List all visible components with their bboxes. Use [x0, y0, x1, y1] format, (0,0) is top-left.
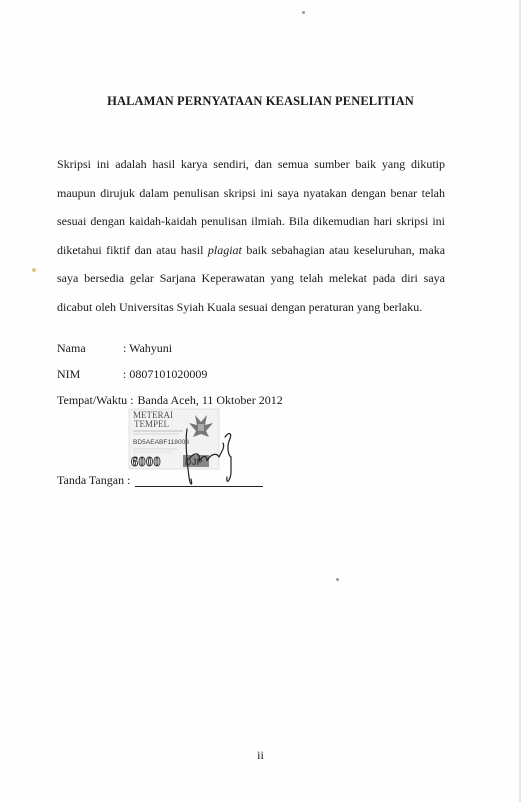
stamp-line2: TEMPEL — [134, 419, 169, 429]
paragraph-text: baik sebahagian atau keseluruhan, maka — [246, 242, 446, 257]
page-number: ii — [257, 748, 264, 762]
nama-value: : Wahyuni — [123, 341, 173, 355]
scan-speck — [336, 578, 339, 581]
paragraph-line: maupun dirujuk dalam penulisan skripsi ini saya nyatakan dengan benar telah — [57, 185, 445, 200]
revenue-stamp — [127, 407, 237, 489]
page-title: HALAMAN PERNYATAAN KEASLIAN PENELITIAN — [107, 94, 414, 108]
paragraph-line — [57, 236, 445, 265]
field-nama — [57, 341, 173, 356]
stamp-amount: 6000 — [131, 455, 161, 470]
nim-value: : 0807101020009 — [123, 367, 208, 381]
paragraph-line: Skripsi ini adalah hasil karya sendiri, dan semua sumber baik yang dikutip — [57, 157, 445, 171]
stamp-currency: DJP — [185, 457, 203, 467]
paragraph-line: sesuai dengan kaidah-kaidah penulisan ilmiah. Bila dikemudian hari skripsi ini — [57, 214, 445, 229]
field-nim — [57, 367, 208, 382]
field-tempat-waktu — [57, 393, 283, 408]
signature-label: Tanda Tangan : — [57, 473, 131, 487]
paragraph-line: dicabut oleh Universitas Syiah Kuala sesuai dengan peraturan yang berlaku. — [57, 299, 423, 314]
stamp-line1: METERAI — [133, 410, 173, 420]
scan-speck — [32, 268, 36, 272]
tempat-waktu-label: Tempat/Waktu : — [57, 393, 134, 407]
declaration-paragraph — [57, 150, 445, 322]
paragraph-line: saya bersedia gelar Sarjana Keperawatan yang telah melekat pada diri saya — [57, 271, 445, 286]
nim-label: NIM — [57, 367, 81, 381]
stamp-code: BD5AEABF118008 — [133, 439, 189, 446]
italic-term: plagiat — [207, 242, 242, 257]
nama-label: Nama — [57, 341, 86, 355]
scan-speck — [302, 11, 305, 14]
paragraph-text: diketahui fiktif dan atau hasil — [57, 242, 204, 257]
tempat-waktu-value: Banda Aceh, 11 Oktober 2012 — [137, 393, 283, 407]
signature-line — [135, 486, 263, 487]
